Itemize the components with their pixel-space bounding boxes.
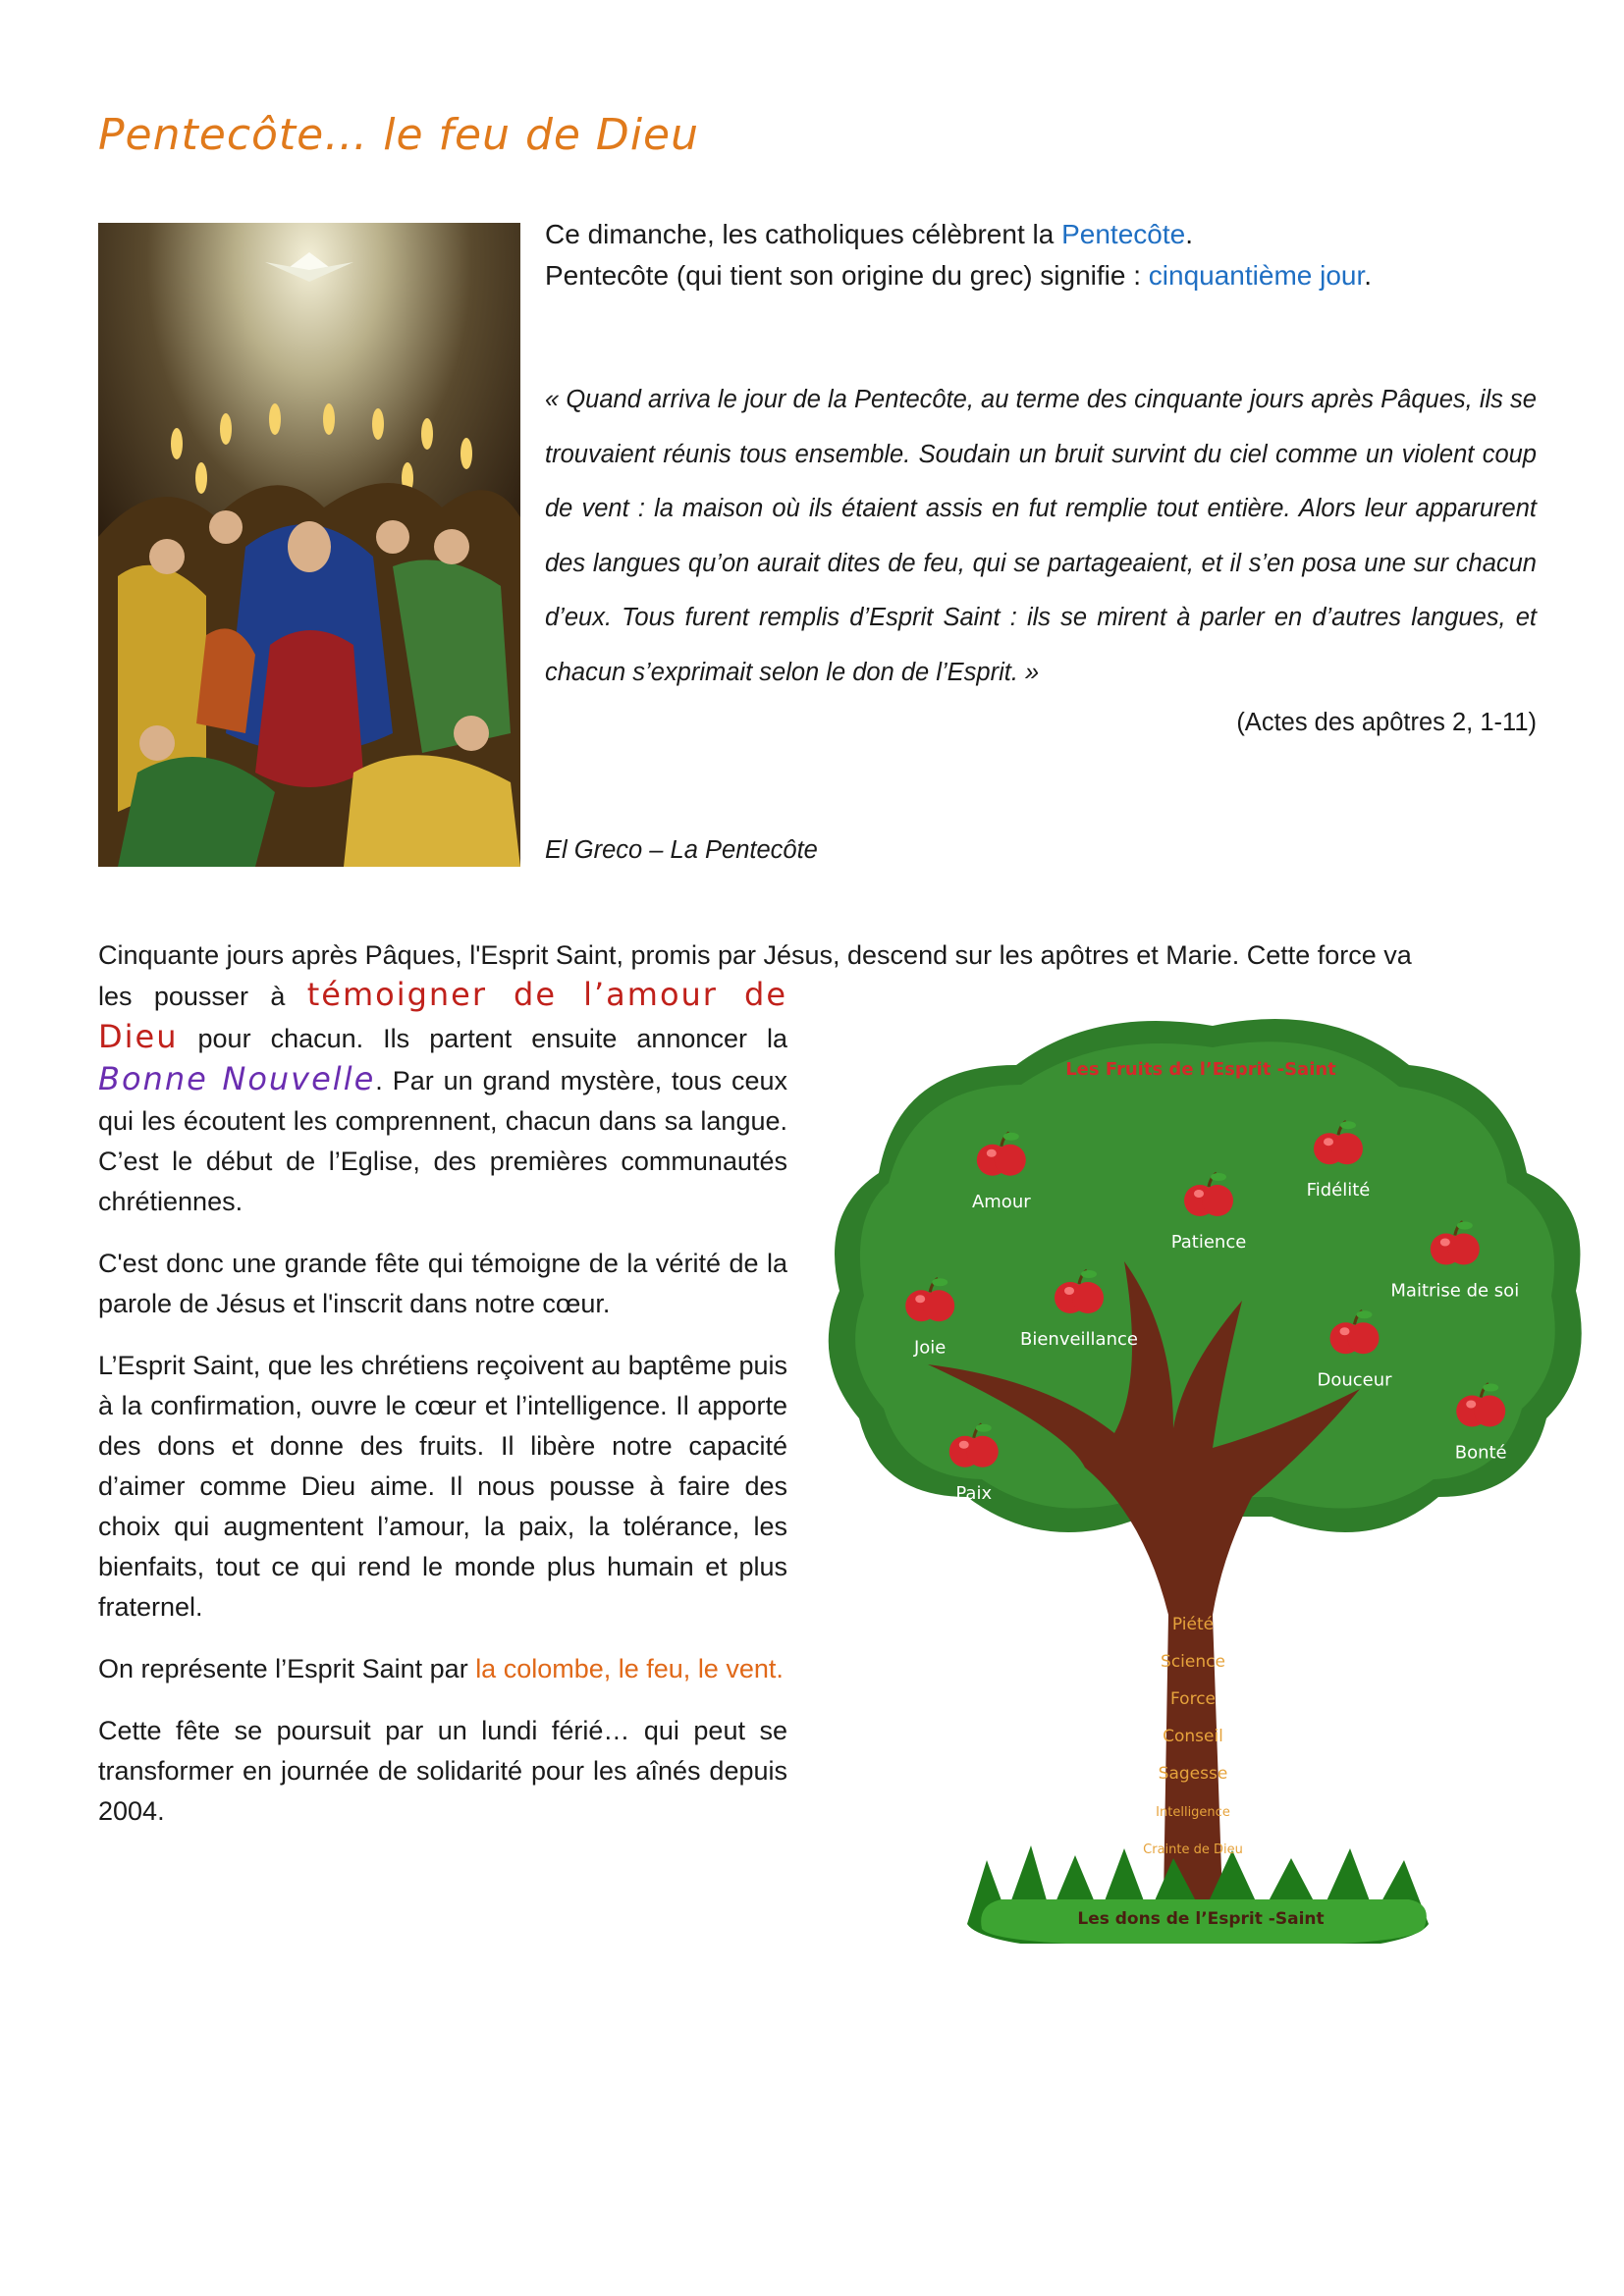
highlight-pentecote: Pentecôte xyxy=(1061,219,1186,249)
paragraph-symboles: On représente l’Esprit Saint par la colombe, le feu, le vent. xyxy=(98,1654,784,1683)
bible-quote: « Quand arriva le jour de la Pentecôte, au terme des cinquante jours après Pâques, ils se trouvaient réunis tous ensemble. Soudain un bruit survint du ciel comme un violent coup de vent : la maison où ils étaient assis en fut remplie tout entière. Alors leur apparurent des langues qu’on aurait dites de feu, qui se partageaient, et il s’en posa une sur chacun d’eux. Tous furent remplis d’Esprit Saint : ils se mirent à parler en d’autres langues, et chacun s’exprimait selon le don de l’Esprit. » xyxy=(545,386,1537,686)
fruit-label: Amour xyxy=(971,1191,1031,1212)
fruit-label: Bienveillance xyxy=(1020,1329,1138,1350)
pentecost-painting-image xyxy=(98,223,520,867)
don-label: Conseil xyxy=(1163,1727,1223,1746)
fruit-label: Joie xyxy=(913,1337,947,1359)
body-first-line: Cinquante jours après Pâques, l'Esprit Saint, promis par Jésus, descend sur les apôtres et Marie. Cette force va xyxy=(98,940,1412,970)
fruit-label: Maitrise de soi xyxy=(1390,1280,1520,1302)
don-label: Piété xyxy=(1171,1615,1215,1634)
paragraph-fete: C'est donc une grande fête qui témoigne de la vérité de la parole de Jésus et l'inscrit dans notre cœur. xyxy=(98,1249,787,1318)
fruit-label: Patience xyxy=(1170,1232,1247,1253)
don-label: Science xyxy=(1161,1652,1225,1672)
highlight-symboles: la colombe, le feu, le vent. xyxy=(475,1654,784,1683)
highlight-cinquantieme: cinquantième jour xyxy=(1148,260,1365,291)
fruit-label: Bonté xyxy=(1454,1442,1507,1464)
fruit-label: Douceur xyxy=(1317,1369,1392,1391)
fruits-tree-illustration xyxy=(820,1006,1596,1944)
don-label: Force xyxy=(1170,1689,1216,1709)
paragraph-mission: les pousser à témoigner de l’amour de Dieu pour chacun. Ils partent ensuite annoncer la Bonne Nouvelle. Par un grand mystère, tous ceux qui les écoutent les comprennent, chacun dans sa langue. C’est le début de l’Eglise, des premières communautés chrétiennes. xyxy=(98,976,788,1216)
painting-caption: El Greco – La Pentecôte xyxy=(545,836,818,864)
don-label: Intelligence xyxy=(1156,1805,1230,1820)
paragraph-lundi: Cette fête se poursuit par un lundi férié… qui peut se transformer en journée de solidarité pour les aînés depuis 2004. xyxy=(98,1716,787,1826)
highlight-temoigner: témoigner de l’amour de Dieu xyxy=(98,976,788,1055)
body-column xyxy=(98,975,787,1853)
don-label: Crainte de Dieu xyxy=(1143,1842,1243,1857)
fruits-title: Les Fruits de l’Esprit -Saint xyxy=(1065,1059,1336,1080)
don-label: Sagesse xyxy=(1158,1764,1228,1784)
paragraph-esprit: L’Esprit Saint, que les chrétiens reçoivent au baptême puis à la confirmation, ouvre le cœur et l’intelligence. Il apporte des dons et donne des fruits. Il libère notre capacité d’aimer comme Dieu aime. Il nous pousse à faire des choix qui augmentent l’amour, la paix, la tolérance, les bienfaits, tout ce qui rend le monde plus humain et plus fraternel. xyxy=(98,1351,787,1622)
dons-title: Les dons de l’Esprit -Saint xyxy=(1077,1909,1325,1929)
intro-line-1: Ce dimanche, les catholiques célèbrent la Pentecôte. xyxy=(545,219,1193,249)
quote-reference: (Actes des apôtres 2, 1-11) xyxy=(1236,709,1537,736)
intro-text xyxy=(545,214,1527,296)
fruit-label: Paix xyxy=(955,1482,993,1504)
fruit-label: Fidélité xyxy=(1306,1180,1371,1201)
highlight-bonne-nouvelle: Bonne Nouvelle xyxy=(98,1060,376,1097)
page-title: Pentecôte… le feu de Dieu xyxy=(98,110,699,160)
intro-line-2: Pentecôte (qui tient son origine du grec) signifie : cinquantième jour. xyxy=(545,260,1373,291)
